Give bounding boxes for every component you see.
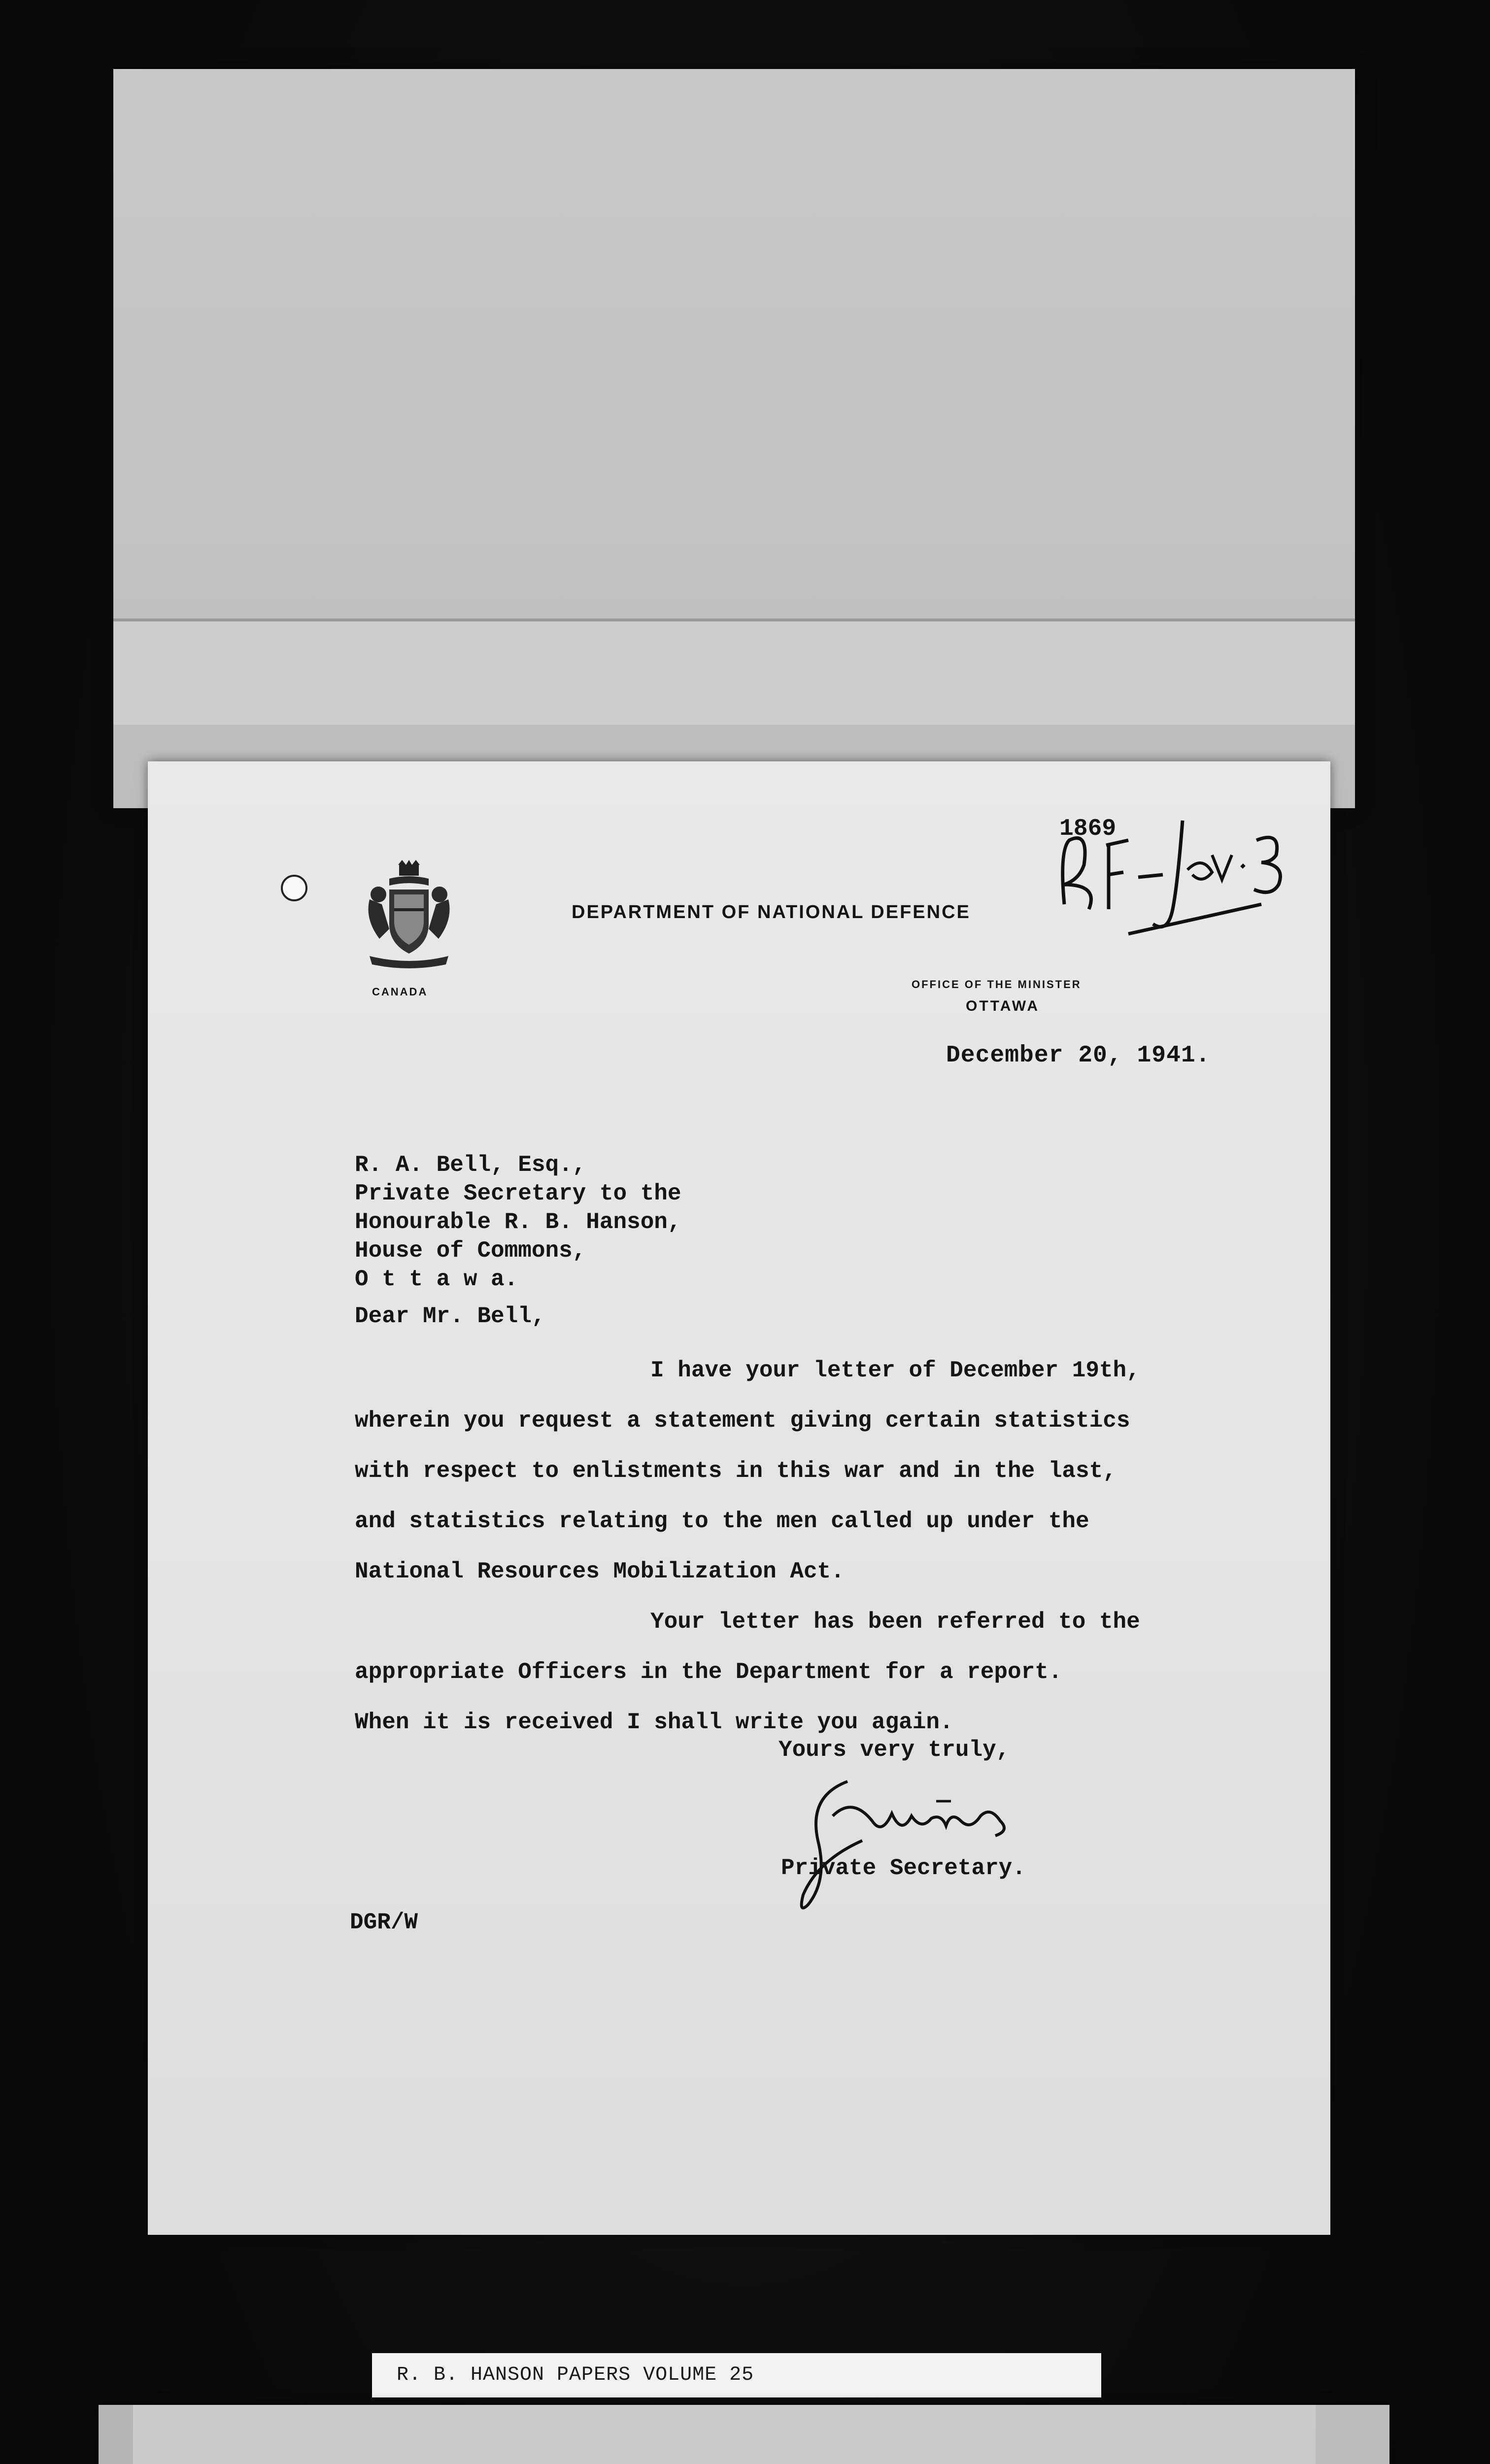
address-line: O t t a w a. <box>355 1266 518 1292</box>
handwritten-annotation-icon <box>1054 811 1311 939</box>
signer-title: Private Secretary. <box>781 1855 1026 1881</box>
letter-body <box>355 1345 1242 1747</box>
letter-page <box>148 761 1330 2235</box>
handwritten-signature <box>788 1767 1025 1915</box>
paragraph-indent <box>355 1609 650 1635</box>
card-edge <box>99 2405 133 2464</box>
complimentary-close: Yours very truly, <box>779 1737 1010 1763</box>
coat-of-arms-icon <box>360 860 458 973</box>
address-line: Private Secretary to the <box>355 1181 681 1206</box>
address-line: R. A. Bell, Esq., <box>355 1152 586 1178</box>
recipient-address <box>355 1151 681 1294</box>
body-paragraph-1 <box>355 1345 1242 1597</box>
file-number-stamp: 1869 <box>1059 816 1117 842</box>
paragraph-text: I have your letter of December 19th, wherein you request a statement giving certain statistics with respect to enlistments in this war and in the last, and statistics relating to the men called up under the National Resources Mobilization Act. <box>355 1358 1140 1584</box>
address-line: House of Commons, <box>355 1238 586 1264</box>
salutation: Dear Mr. Bell, <box>355 1303 545 1329</box>
letter-date: December 20, 1941. <box>946 1042 1211 1069</box>
letterhead-department: DEPARTMENT OF NATIONAL DEFENCE <box>572 902 971 923</box>
paragraph-text: Your letter has been referred to the appropriate Officers in the Department for a report. When it is received I shall write you again. <box>355 1609 1140 1735</box>
letterhead-city: OTTAWA <box>966 998 1040 1014</box>
backing-sheet-fold <box>113 618 1355 725</box>
archives-card <box>99 2405 1389 2464</box>
punch-hole <box>281 875 307 901</box>
card-edge <box>1316 2405 1389 2464</box>
address-line: Honourable R. B. Hanson, <box>355 1209 681 1235</box>
body-paragraph-2 <box>355 1597 1242 1747</box>
volume-label: R. B. HANSON PAPERS VOLUME 25 <box>372 2353 1101 2397</box>
crest-caption: CANADA <box>372 986 428 998</box>
letterhead-office: OFFICE OF THE MINISTER <box>912 978 1082 991</box>
paragraph-indent <box>355 1358 650 1383</box>
reference-initials: DGR/W <box>350 1910 418 1935</box>
